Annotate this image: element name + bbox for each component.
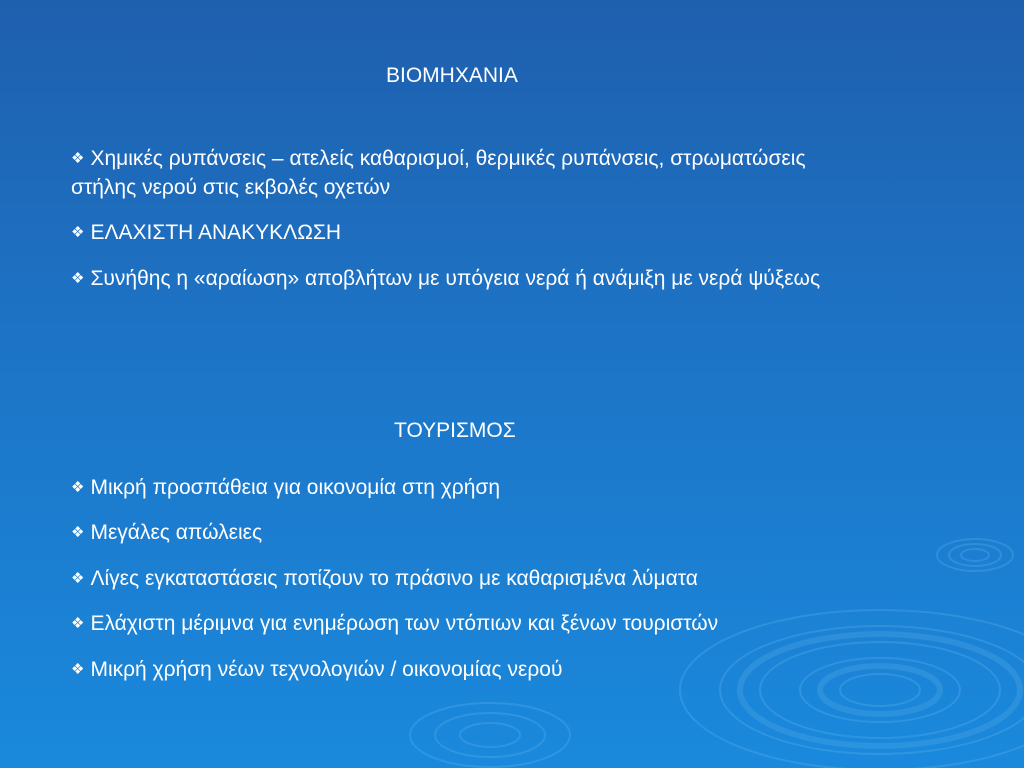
bullet-diamond-icon: ❖ xyxy=(71,224,85,241)
tourism-bullet-4 xyxy=(71,610,971,639)
bullet-text: Ελάχιστη μέριμνα για ενημέρωση των ντόπιων και ξένων τουριστών xyxy=(90,612,719,635)
bullet-text: ΕΛΑΧΙΣΤΗ ΑΝΑΚΥΚΛΩΣΗ xyxy=(90,221,342,244)
bullet-diamond-icon: ❖ xyxy=(71,479,85,496)
tourism-bullet-3 xyxy=(71,565,971,594)
industry-bullet-1 xyxy=(71,145,831,201)
tourism-bullet-1 xyxy=(71,474,971,503)
bullet-diamond-icon: ❖ xyxy=(71,270,85,287)
bullet-text: Χημικές ρυπάνσεις – ατελείς καθαρισμοί, θερμικές ρυπάνσεις, στρωματώσεις στήλης νερού στις εκβολές οχετών xyxy=(71,147,806,199)
industry-bullet-2 xyxy=(71,219,831,248)
bullet-diamond-icon: ❖ xyxy=(71,150,85,167)
bullet-text: Μεγάλες απώλειες xyxy=(90,521,263,544)
industry-bullet-3 xyxy=(71,265,931,294)
tourism-bullet-5 xyxy=(71,656,971,685)
bullet-text: Μικρή προσπάθεια για οικονομία στη χρήση xyxy=(90,476,501,499)
industry-heading: ΒΙΟΜΗΧΑΝΙΑ xyxy=(386,64,518,87)
tourism-bullet-2 xyxy=(71,519,971,548)
bullet-text: Λίγες εγκαταστάσεις ποτίζουν το πράσινο με καθαρισμένα λύματα xyxy=(90,567,698,590)
bullet-diamond-icon: ❖ xyxy=(71,661,85,678)
bullet-text: Συνήθης η «αραίωση» αποβλήτων με υπόγεια νερά ή ανάμιξη με νερά ψύξεως xyxy=(90,267,821,290)
bullet-diamond-icon: ❖ xyxy=(71,524,85,541)
bullet-diamond-icon: ❖ xyxy=(71,570,85,587)
bullet-text: Μικρή χρήση νέων τεχνολογιών / οικονομίας νερού xyxy=(90,658,563,681)
bullet-diamond-icon: ❖ xyxy=(71,615,85,632)
tourism-heading: ΤΟΥΡΙΣΜΟΣ xyxy=(394,419,516,442)
